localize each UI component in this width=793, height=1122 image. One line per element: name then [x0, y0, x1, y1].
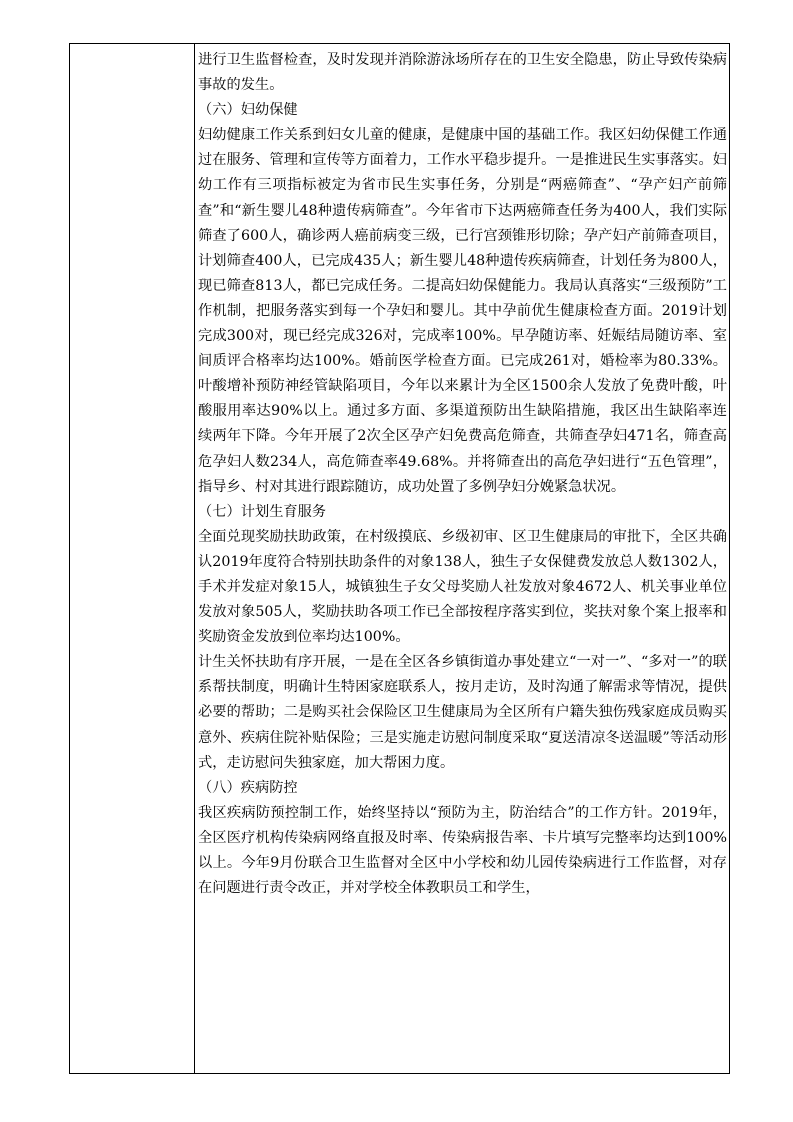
section-heading-family-planning: （七）计划生育服务: [198, 503, 327, 520]
paragraph-care-assistance: 计生关怀扶助有序开展，一是在全区各乡镇街道办事处建立“一对一”、“多对一”的联系帮扶制度，明确计生特困家庭联系人，按月走访，及时沟通了解需求等情况，提供必要的帮助；二是购买社会保险区卫生健康局为全区所有户籍失独伤残家庭成员购买意外、疾病住院补贴保险；三是实施走访慰问制度采取“夏送清凉冬送温暖”等活动形式，走访慰问失独家庭，加大帮困力度。: [198, 654, 727, 771]
report-table: [69, 43, 730, 1074]
paragraph-reward-subsidy: 全面兑现奖励扶助政策，在村级摸底、乡级初审、区卫生健康局的审批下，全区共确认2019年度符合特别扶助条件的对象138人，独生子女保健费发放总人数1302人，手术并发症对象15人，城镇独生子女父母奖励人社发放对象4672人、机关事业单位发放对象505人，奖励扶助各项工作已全部按程序落实到位，奖扶对象个案上报率和奖励资金发放到位率均达100%。: [198, 528, 727, 646]
paragraph-disease-control: 我区疾病防预控制工作，始终坚持以“预防为主，防治结合”的工作方针。2019年，全区医疗机构传染病网络直报及时率、传染病报告率、卡片填写完整率均达到100%以上。今年9月份联合卫生监督对全区中小学校和幼儿园传染病进行工作监督，对存在问题进行责令改正，并对学校全体教职员工和学生，: [198, 804, 727, 897]
table-label-column: [70, 44, 195, 1073]
section-heading-maternal-child-health: （六）妇幼保健: [198, 102, 298, 119]
paragraph-maternal-child-health: 妇幼健康工作关系到妇女儿童的健康，是健康中国的基础工作。我区妇幼保健工作通过在服务、管理和宣传等方面着力，工作水平稳步提升。一是推进民生实事落实。妇幼工作有三项指标被定为省市民生实事任务，分别是“两癌筛查”、“孕产妇产前筛查”和“新生婴儿48种遗传病筛查”。今年省市下达两癌筛查任务为400人，我们实际筛查了600人，确诊两人癌前病变三级，已行宫颈锥形切除；孕产妇产前筛查项目，计划筛查400人，已完成435人；新生婴儿48种遗传疾病筛查，计划任务为800人，现已筛查813人，都已完成任务。二提高妇幼保健能力。我局认真落实“三级预防”工作机制，把服务落实到每一个孕妇和婴儿。其中孕前优生健康检查方面。2019计划完成300对，现已经完成326对，完成率100%。早孕随访率、妊娠结局随访率、室间质评合格率均达100%。婚前医学检查方面。已完成261对，婚检率为80.33%。叶酸增补预防神经管缺陷项目，今年以来累计为全区1500余人发放了免费叶酸，叶酸服用率达90%以上。通过多方面、多渠道预防出生缺陷措施，我区出生缺陷率连续两年下降。今年开展了2次全区孕产妇免费高危筛查，共筛查孕妇471名，筛查高危孕妇人数234人，高危筛查率49.68%。并将筛查出的高危孕妇进行“五色管理”，指导乡、村对其进行跟踪随访，成功处置了多例孕妇分娩紧急状况。: [198, 127, 727, 495]
section-heading-disease-control: （八）疾病防控: [198, 779, 298, 796]
paragraph-swimming-inspection: 进行卫生监督检查，及时发现并消除游泳场所存在的卫生安全隐患，防止导致传染病事故的发生。: [198, 52, 727, 94]
table-content-cell: [196, 44, 727, 1073]
